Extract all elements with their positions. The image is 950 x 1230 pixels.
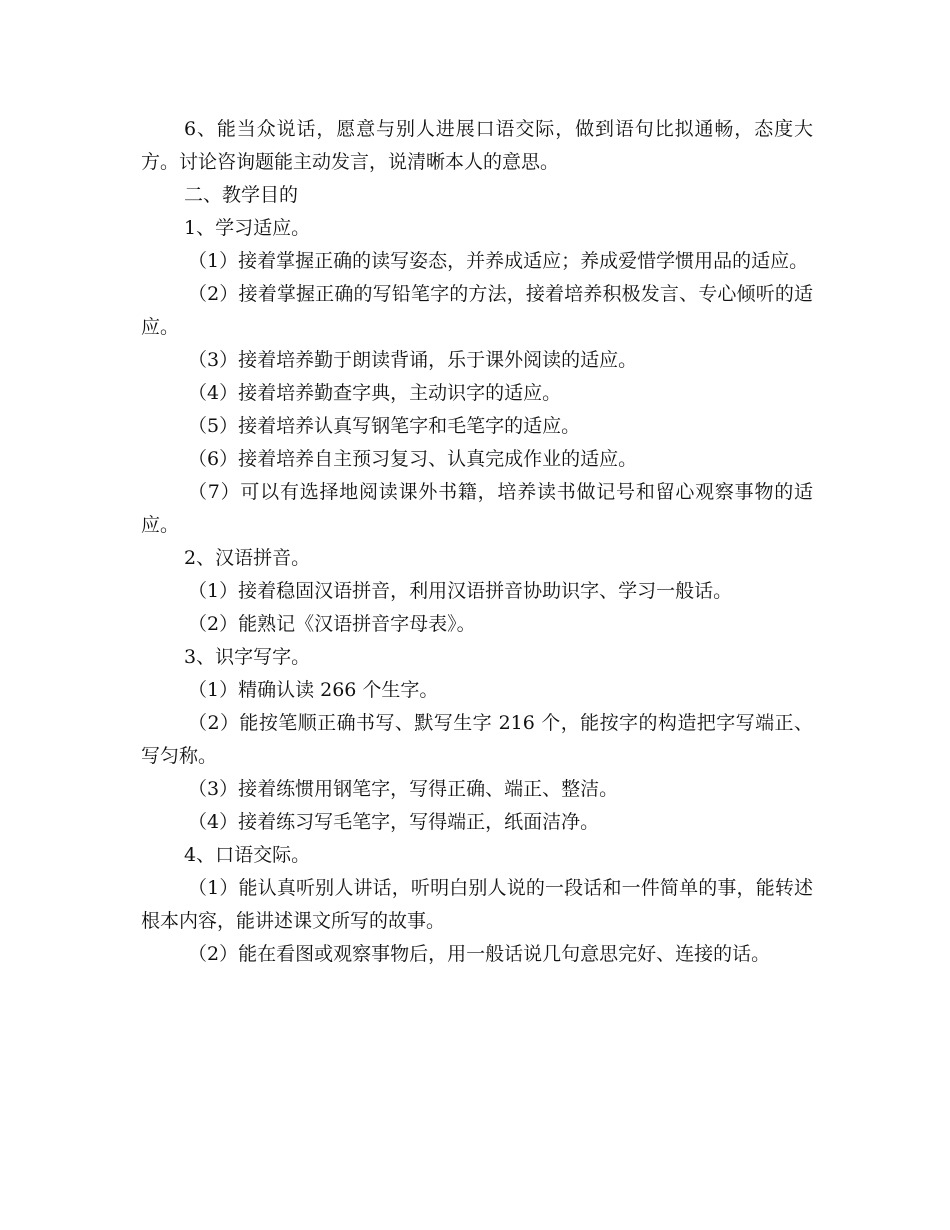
document-body [141,113,813,971]
list-item: （3）接着练惯用钢笔字，写得正确、端正、整洁。 [188,778,619,800]
list-item: （7）可以有选择地阅读课外书籍，培养读书做记号和留心观察事物的适应。 [141,481,813,536]
list-item: （2）能熟记《汉语拼音字母表》。 [188,613,476,635]
list-item: （5）接着培养认真写钢笔字和毛笔字的适应。 [188,415,581,437]
list-item: （1）精确认读 266 个生字。 [188,679,439,701]
list-item: （2）能在看图或观察事物后，用一般话说几句意思完好、连接的话。 [188,943,771,965]
list-item: （6）接着培养自主预习复习、认真完成作业的适应。 [188,448,638,470]
list-item: （1）能认真听别人讲话，听明白别人说的一段话和一件简单的事，能转述根本内容，能讲述课文所写的故事。 [141,877,813,932]
subheading-literacy: 3、识字写字。 [184,646,311,668]
paragraph-item-6: 6、能当众说话，愿意与别人进展口语交际，做到语句比拟通畅，态度大方。讨论咨询题能主动发言，说清晰本人的意思。 [141,118,813,173]
list-item: （2）接着掌握正确的写铅笔字的方法，接着培养积极发言、专心倾听的适应。 [141,283,813,338]
list-item: （3）接着培养勤于朗读背诵，乐于课外阅读的适应。 [188,349,638,371]
list-item: （4）接着培养勤查字典，主动识字的适应。 [188,382,562,404]
list-item: （1）接着稳固汉语拼音，利用汉语拼音协助识字、学习一般话。 [188,580,733,602]
list-item: （2）能按笔顺正确书写、默写生字 216 个，能按字的构造把字写端正、写匀称。 [141,712,813,767]
list-item: （4）接着练习写毛笔字，写得端正，纸面洁净。 [188,811,600,833]
subheading-study-habits: 1、学习适应。 [184,217,311,239]
list-item: （1）接着掌握正确的读写姿态，并养成适应；养成爱惜学惯用品的适应。 [188,250,809,272]
section-heading-teaching-goals: 二、教学目的 [184,184,299,206]
subheading-oral-communication: 4、口语交际。 [184,844,311,866]
subheading-pinyin: 2、汉语拼音。 [184,547,311,569]
